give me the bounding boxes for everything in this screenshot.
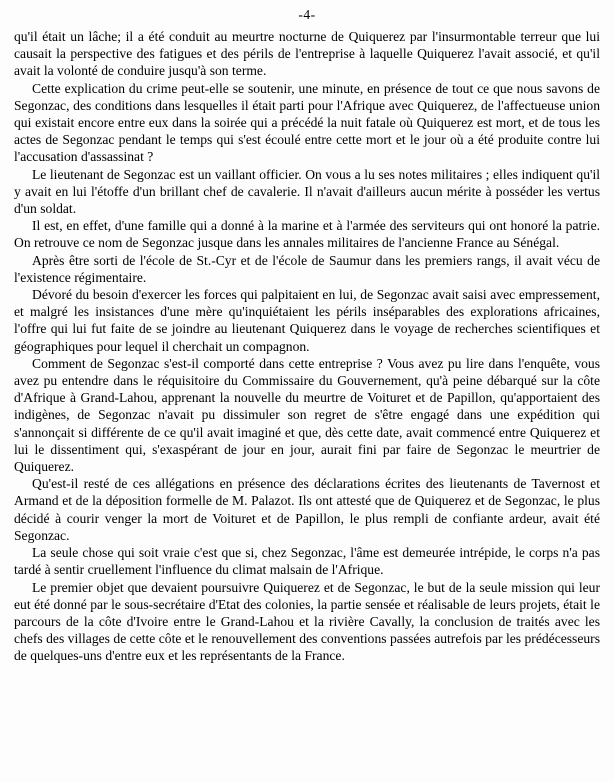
paragraph: La seule chose qui soit vraie c'est que si, chez Segonzac, l'âme est demeurée intrépide, le corps n'a pas tardé à sentir cruellement l'influence du climat malsain de l'Afrique. [14,545,600,578]
paragraph: Après être sorti de l'école de St.-Cyr et de l'école de Saumur dans les premiers rangs, il avait vécu de l'existence régimentaire. [14,252,600,285]
paragraph: Qu'est-il resté de ces allégations en présence des déclarations écrites des lieutenants de Tavernost et Armand et de la déposition formelle de M. Palazot. Ils ont attesté que de Quiquerez et de Segonzac, le plus décidé à courir venger la mort de Voituret et de Papillon, le plus rempli de confiante ardeur, avait été Segonzac. [14,476,600,543]
paragraph: Il est, en effet, d'une famille qui a donné à la marine et à l'armée des serviteurs qui ont honoré la patrie. On retrouve ce nom de Segonzac jusque dans les annales militaires de l'ancienne France au Sénégal. [14,218,600,251]
paragraph: Le lieutenant de Segonzac est un vaillant officier. On vous a lu ses notes militaires ; elles indiquent qu'il y avait en lui l'étoffe d'un brillant chef de cavalerie. Il n'avait d'ailleurs aucun mérite à posséder les vertus d'un soldat. [14,166,600,217]
paragraph: Le premier objet que devaient poursuivre Quiquerez et de Segonzac, le but de la seule mission qui leur eut été donné par le sous-secrétaire d'Etat des colonies, la partie sensée et réalisable de leurs projets, était le parcours de la côte d'Ivoire entre le Grand-Lahou et la rivière Cavally, la conclusion de traités avec les chefs des villages de cette côte et le renouvellement des conventions passées autrefois par les prédécesseurs de quelques-uns d'entre eux et les représentants de la France. [14,579,600,664]
paragraph: Dévoré du besoin d'exercer les forces qui palpitaient en lui, de Segonzac avait saisi avec empressement, et malgré les insistances d'une mère qu'inquiétaient les périls inséparables des explorations africaines, l'offre qui lui fut faite de se joindre au lieutenant Quiquerez dans le voyage de recherches scientifiques et géographiques pour lequel il cherchait un compagnon. [14,287,600,354]
paragraph: qu'il était un lâche; il a été conduit au meurtre nocturne de Quiquerez par l'insurmontable terreur que lui causait la perspective des fatigues et des périls de l'entreprise à laquelle Quiquerez l'avait associé, et qu'il avait la volonté de conduire jusqu'à son terme. [14,29,600,79]
paragraph: Cette explication du crime peut-elle se soutenir, une minute, en présence de tout ce que nous savons de Segonzac, des conditions dans lesquelles il était parti pour l'Afrique avec Quiquerez, de l'affectueuse union qui existait encore entre eux dans la soirée qui a précédé la nuit fatale où Quiquerez est mort, et de tous les actes de Segonzac pendant le temps qui s'est écoulé entre cette mort et le jour où a été produite contre lui l'accusation d'assassinat ? [14,80,600,165]
paragraph: Comment de Segonzac s'est-il comporté dans cette entreprise ? Vous avez pu lire dans l'enquête, vous avez pu entendre dans le réquisitoire du Commissaire du Gouvernement, qu'à peine débarqué sur la côte d'Afrique à Grand-Lahou, apprenant la nouvelle du meurtre de Voituret et de Papillon, qu'apportaient des indigènes, de Segonzac n'avait pu dissimuler son regret de s'être engagé dans une expédition qui s'annonçait si différente de ce qu'il avait imaginé et que, dès cette date, avait commencé entre Quiquerez et lui le dissentiment qui, s'exaspérant de jour en jour, aurait fini par faire de Segonzac le meurtrier de Quiquerez. [14,355,600,475]
page-number: -4- [298,7,316,22]
document-body [14,28,600,665]
